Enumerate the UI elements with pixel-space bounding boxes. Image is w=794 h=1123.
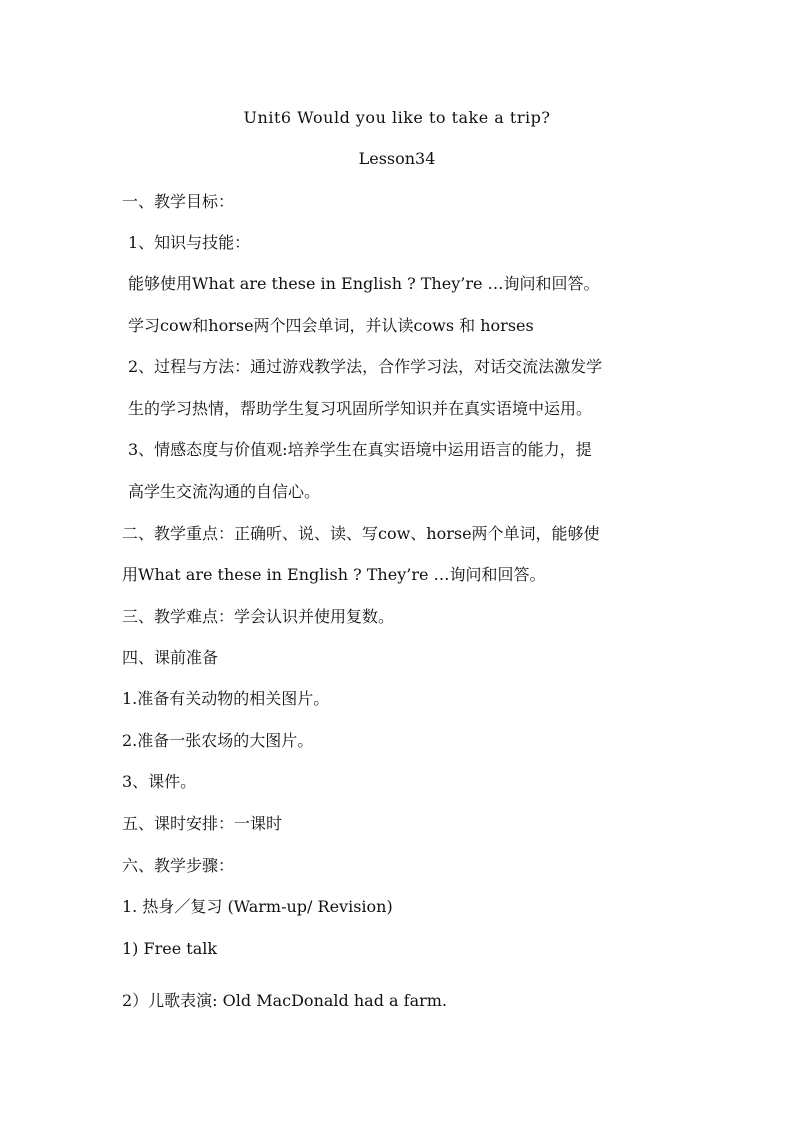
objective-process-line-1: 2、过程与方法：通过游戏教学法，合作学习法，对话交流法激发学 (128, 357, 603, 376)
section-heading-objectives: 一、教学目标： (122, 192, 235, 211)
step-1-free-talk: 1) Free talk (122, 939, 218, 958)
objective-knowledge-heading: 1、知识与技能： (128, 233, 251, 252)
preparation-item-3: 3、课件。 (122, 772, 197, 791)
objective-attitude-line-2: 高学生交流沟通的自信心。 (128, 482, 321, 501)
document-title: Unit6 Would you like to take a trip? (243, 108, 551, 127)
objective-knowledge-line-2: 学习cow和horse两个四会单词，并认读cows 和 horses (128, 316, 534, 335)
step-1-heading: 1. 热身／复习 (Warm-up/ Revision) (122, 897, 393, 916)
section-heading-schedule: 五、课时安排：一课时 (122, 814, 283, 833)
preparation-item-1: 1.准备有关动物的相关图片。 (122, 689, 330, 708)
preparation-item-2: 2.准备一张农场的大图片。 (122, 731, 314, 750)
key-points-line-2: 用What are these in English ? They’re …询问和回答。 (122, 565, 546, 584)
section-heading-key-points: 二、教学重点：正确听、说、读、写cow、horse两个单词，能够使 (122, 524, 600, 543)
section-heading-steps: 六、教学步骤： (122, 856, 235, 875)
lesson-title: Lesson34 (358, 149, 436, 168)
objective-process-line-2: 生的学习热情，帮助学生复习巩固所学知识并在真实语境中运用。 (128, 399, 593, 418)
section-heading-difficulties: 三、教学难点：学会认识并使用复数。 (122, 607, 395, 626)
objective-attitude-line-1: 3、情感态度与价值观:培养学生在真实语境中运用语言的能力，提 (128, 440, 592, 459)
section-heading-preparation: 四、课前准备 (122, 648, 219, 667)
step-1-song: 2）儿歌表演: Old MacDonald had a farm. (122, 991, 448, 1010)
objective-knowledge-line-1: 能够使用What are these in English ? They’re …询问和回答。 (128, 274, 600, 293)
